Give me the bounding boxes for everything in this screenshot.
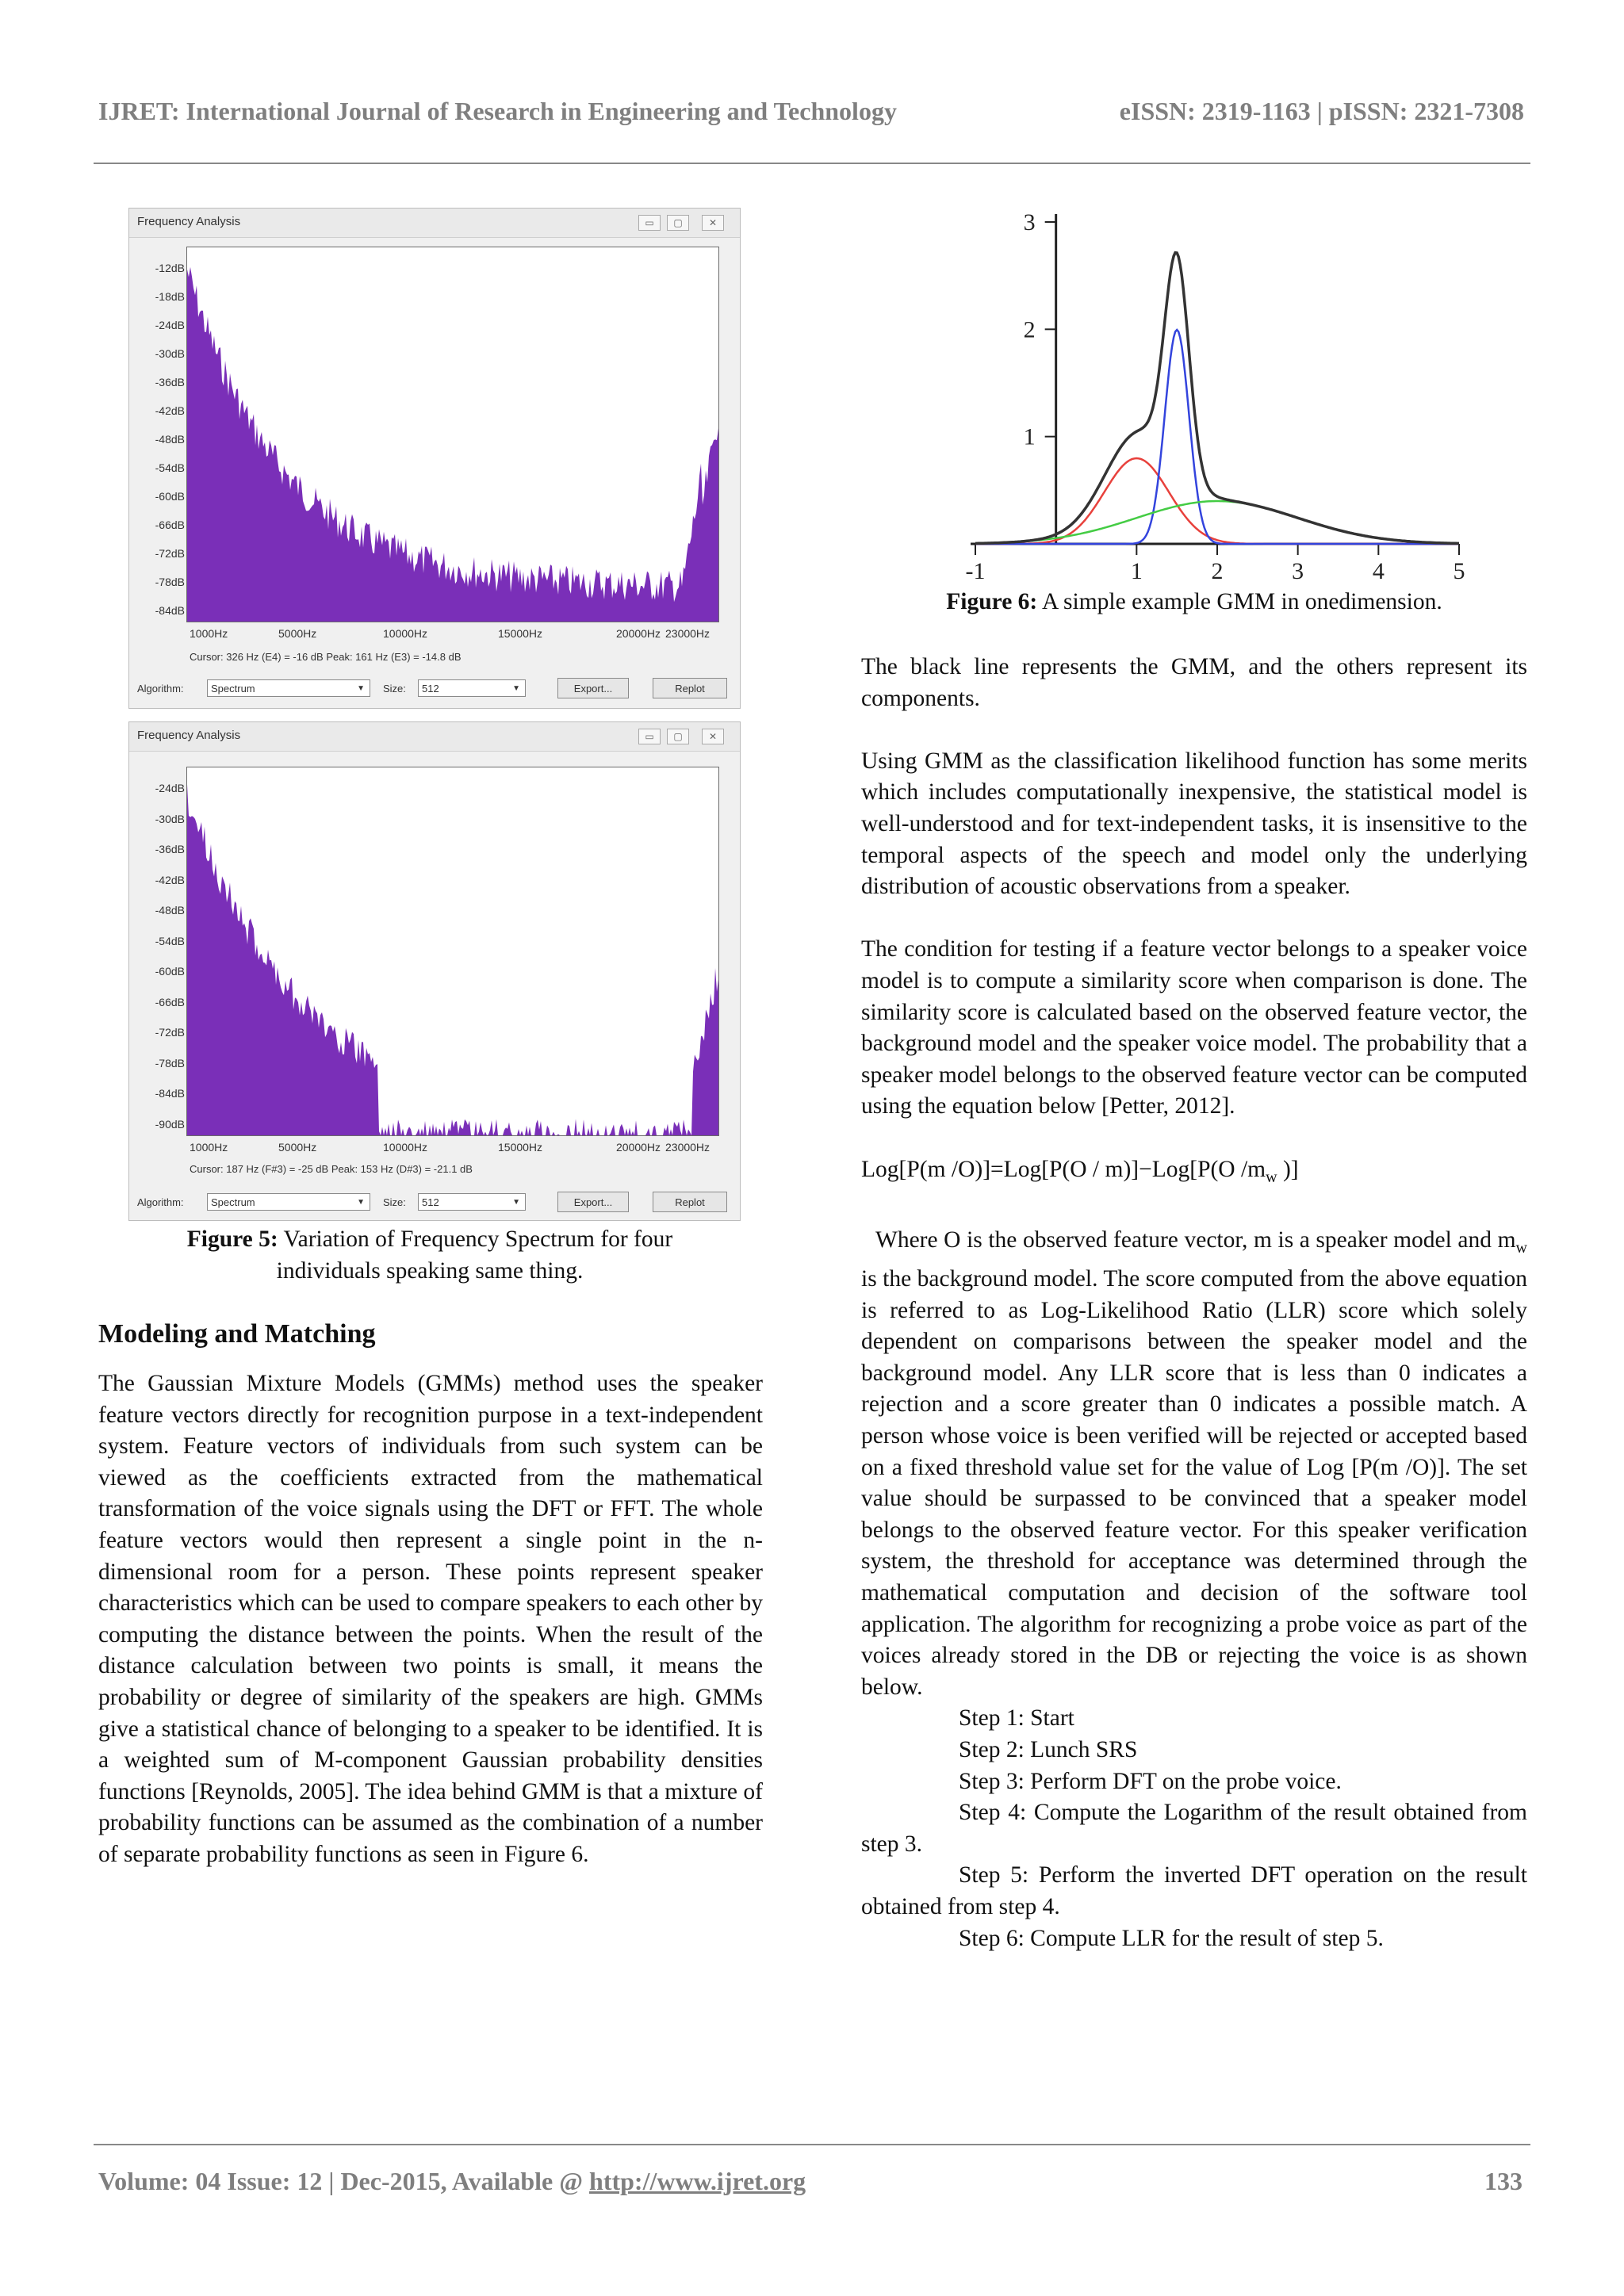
figure-6-text: A simple example GMM in onedimension. bbox=[1037, 589, 1442, 614]
y-tick-label: -60dB bbox=[155, 490, 185, 503]
algorithm-value: Spectrum bbox=[211, 683, 255, 695]
step-2: Step 2: Lunch SRS bbox=[959, 1736, 1138, 1762]
algorithm-select[interactable] bbox=[207, 1193, 370, 1211]
gmm-chart bbox=[920, 195, 1475, 591]
y-tick-label: -36dB bbox=[155, 843, 185, 856]
x-tick-label: 2 bbox=[1211, 558, 1224, 584]
footer-volume bbox=[98, 2167, 806, 2196]
y-tick-label: -42dB bbox=[155, 404, 185, 417]
y-tick-label: -90dB bbox=[155, 1118, 185, 1131]
y-tick-label: -78dB bbox=[155, 1056, 185, 1070]
step-5: Step 5: Perform the inverted DFT operation on the result obtained from step 4. bbox=[861, 1862, 1527, 1919]
x-tick-label: 1000Hz bbox=[190, 627, 228, 640]
replot-button[interactable]: Replot bbox=[653, 1192, 727, 1212]
left-column bbox=[98, 1368, 763, 1871]
size-select[interactable] bbox=[418, 1193, 526, 1211]
x-tick-label: 3 bbox=[1292, 558, 1304, 584]
size-value: 512 bbox=[422, 1196, 439, 1208]
chevron-down-icon: ▼ bbox=[512, 1198, 520, 1207]
x-tick-label: 10000Hz bbox=[383, 1141, 428, 1154]
x-tick-label: 5000Hz bbox=[278, 1141, 317, 1154]
close-icon[interactable]: ✕ bbox=[702, 215, 724, 231]
algorithm-label: Algorithm: bbox=[137, 1196, 184, 1208]
y-tick-label: -72dB bbox=[155, 547, 185, 560]
x-tick-label: 1000Hz bbox=[190, 1141, 228, 1154]
spectrum-plot bbox=[186, 247, 719, 622]
y-tick-label: -24dB bbox=[155, 319, 185, 331]
footer-link[interactable]: http://www.ijret.org bbox=[589, 2167, 806, 2195]
x-tick-label: 4 bbox=[1372, 558, 1385, 584]
x-tick-label: -1 bbox=[965, 558, 986, 584]
x-tick-label: 15000Hz bbox=[498, 1141, 543, 1154]
paragraph-testing-condition: The condition for testing if a feature vector belongs to a speaker voice model is to compute a similarity score when comparison is done. The similarity score is calculated based on the observed feature vector, the background model and the speaker voice model. The probability that a speaker model belongs to the observed feature vector can be computed using the equation below [Petter, 2012]. bbox=[861, 936, 1527, 1119]
footer-rule bbox=[94, 2144, 1530, 2145]
spectrum-area bbox=[187, 785, 718, 1135]
y-tick-label: -54dB bbox=[155, 461, 185, 474]
spectrum-graph bbox=[187, 247, 718, 622]
y-tick-label: -24dB bbox=[155, 782, 185, 794]
y-tick-label: -72dB bbox=[155, 1026, 185, 1039]
equation-end: )] bbox=[1277, 1156, 1299, 1182]
frequency-analysis-window-2 bbox=[128, 721, 741, 1221]
cursor-readout: Cursor: 326 Hz (E4) = -16 dB Peak: 161 Hz (E3) = -14.8 dB bbox=[190, 651, 462, 663]
x-tick-label: 5000Hz bbox=[278, 627, 317, 640]
llr-sub: w bbox=[1515, 1238, 1527, 1257]
llr-text-a: Where O is the observed feature vector, m is a speaker model and m bbox=[875, 1226, 1516, 1253]
minimize-icon[interactable]: ▭ bbox=[638, 729, 661, 744]
algorithm-label: Algorithm: bbox=[137, 683, 184, 695]
equation-main: Log[P(m /O)]=Log[P(O / m)]−Log[P(O /m bbox=[861, 1156, 1266, 1182]
export-button[interactable]: Export... bbox=[557, 678, 629, 698]
y-tick-label: 2 bbox=[1023, 316, 1036, 343]
minimize-icon[interactable]: ▭ bbox=[638, 215, 661, 231]
x-tick-label: 15000Hz bbox=[498, 627, 543, 640]
size-label: Size: bbox=[383, 683, 406, 695]
window-title: Frequency Analysis bbox=[137, 215, 241, 228]
window-title-bar bbox=[129, 722, 740, 752]
y-tick-label: -66dB bbox=[155, 995, 185, 1008]
chevron-down-icon: ▼ bbox=[357, 1198, 365, 1207]
y-tick-label: -30dB bbox=[155, 347, 185, 360]
right-column bbox=[861, 652, 1527, 1954]
figure-5-label: Figure 5: bbox=[186, 1226, 278, 1252]
close-icon[interactable]: ✕ bbox=[702, 729, 724, 744]
y-tick-label: -84dB bbox=[155, 604, 185, 617]
size-label: Size: bbox=[383, 1196, 406, 1208]
maximize-icon[interactable]: ▢ bbox=[667, 729, 689, 744]
spectrum-area bbox=[187, 267, 718, 622]
spectrum-graph bbox=[187, 767, 718, 1135]
y-tick-label: -12dB bbox=[155, 262, 185, 274]
y-tick-label: -42dB bbox=[155, 873, 185, 886]
figure-6-label: Figure 6: bbox=[946, 589, 1038, 614]
paragraph-gmm-merits: Using GMM as the classification likelihood function has some merits which includes computationally inexpensive, the statistical model is well-understood and for text-independent tasks, it is insensitive to the temporal aspects of the speech and model only the underlying distribution of acoustic observations from a speaker. bbox=[861, 748, 1527, 900]
y-tick-label: -54dB bbox=[155, 934, 185, 947]
x-tick-label: 20000Hz bbox=[616, 627, 661, 640]
window-title: Frequency Analysis bbox=[137, 729, 241, 742]
y-tick-label: -36dB bbox=[155, 376, 185, 388]
x-tick-label: 23000Hz bbox=[665, 1141, 710, 1154]
y-tick-label: -30dB bbox=[155, 812, 185, 825]
y-tick-label: -18dB bbox=[155, 290, 185, 303]
gmm-paragraph: The Gaussian Mixture Models (GMMs) method uses the speaker feature vectors directly for recognition purpose in a text-independent system. Feature vectors of individuals from such system can be viewed as the coefficients extracted from the mathematical transformation of the voice signals using the DFT or FFT. The whole feature vectors would then represent a single point in the n-dimensional room for a person. These points represent speaker characteristics which can be used to compare speakers to each other by computing the distance between the points. When the result of the distance calculation between two points is small, it means the probability or degree of similarity of the speakers are high. GMMs give a statistical chance of belonging to a speaker to be identified. It is a weighted sum of M-component Gaussian probability densities functions [Reynolds, 2005]. The idea behind GMM is that a mixture of probability functions can be assumed as the combination of a number of separate probability functions as seen in Figure 6. bbox=[98, 1371, 763, 1867]
footer-volume-text: Volume: 04 Issue: 12 | Dec-2015, Available @ bbox=[98, 2167, 584, 2195]
journal-title: IJRET: International Journal of Research in Engineering and Technology bbox=[98, 97, 897, 125]
y-tick-label: -48dB bbox=[155, 904, 185, 917]
y-tick-label: 3 bbox=[1023, 209, 1036, 235]
figure-5-text-line2: individuals speaking same thing. bbox=[276, 1257, 584, 1284]
export-button[interactable]: Export... bbox=[557, 1192, 629, 1212]
y-tick-label: 1 bbox=[1023, 423, 1036, 450]
y-tick-label: -78dB bbox=[155, 576, 185, 588]
section-heading: Modeling and Matching bbox=[98, 1319, 376, 1349]
cursor-readout: Cursor: 187 Hz (F#3) = -25 dB Peak: 153 Hz (D#3) = -21.1 dB bbox=[190, 1163, 473, 1175]
size-select[interactable] bbox=[418, 679, 526, 697]
series-GMM bbox=[975, 253, 1459, 544]
step-4: Step 4: Compute the Logarithm of the result obtained from step 3. bbox=[861, 1800, 1527, 1857]
step-6: Step 6: Compute LLR for the result of step 5. bbox=[959, 1925, 1384, 1951]
paragraph-gmm-lines: The black line represents the GMM, and the others represent its components. bbox=[861, 654, 1527, 711]
figure-5-text: Variation of Frequency Spectrum for four bbox=[278, 1226, 673, 1252]
window-title-bar bbox=[129, 209, 740, 238]
y-tick-label: -48dB bbox=[155, 433, 185, 446]
spectrum-plot bbox=[186, 767, 719, 1136]
y-tick-label: -66dB bbox=[155, 519, 185, 531]
llr-text-b: is the background model. The score computed from the above equation is referred to as Log-Likelihood Ratio (LLR) score which solely dependent on comparisons between the speaker model and the background model. Any LLR score that is less than 0 indicates a rejection and a score greater than 0 indicates a possible match. A person whose voice is been verified will be rejected or accepted based on a fixed threshold value set for the value of Log [P(m /O)]. The set value should be surpassed to be convinced that a speaker model belongs to the observed feature vector. For this speaker verification system, the threshold for acceptance was determined through the mathematical computation and decision of the software tool application. The algorithm for recognizing a probe voice as part of the voices already stored in the DB or rejecting the voice is as shown below. bbox=[861, 1266, 1527, 1700]
size-value: 512 bbox=[422, 683, 439, 695]
chevron-down-icon: ▼ bbox=[357, 684, 365, 693]
equation-sub: w bbox=[1266, 1168, 1277, 1186]
equation bbox=[861, 1154, 1527, 1193]
y-tick-label: -60dB bbox=[155, 965, 185, 978]
x-tick-label: 5 bbox=[1453, 558, 1465, 584]
frequency-analysis-window-1 bbox=[128, 208, 741, 709]
maximize-icon[interactable]: ▢ bbox=[667, 215, 689, 231]
paragraph-llr bbox=[861, 1225, 1527, 1704]
page-number: 133 bbox=[1484, 2167, 1522, 2195]
y-tick-label: -84dB bbox=[155, 1087, 185, 1100]
x-tick-label: 1 bbox=[1130, 558, 1143, 584]
x-tick-label: 20000Hz bbox=[616, 1141, 661, 1154]
x-tick-label: 23000Hz bbox=[665, 627, 710, 640]
chevron-down-icon: ▼ bbox=[512, 684, 520, 693]
step-1: Step 1: Start bbox=[959, 1705, 1074, 1732]
algorithm-select[interactable] bbox=[207, 679, 370, 697]
algorithm-value: Spectrum bbox=[211, 1196, 255, 1208]
header-rule bbox=[94, 163, 1530, 164]
issn: eISSN: 2319-1163 | pISSN: 2321-7308 bbox=[1119, 97, 1524, 125]
x-tick-label: 10000Hz bbox=[383, 627, 428, 640]
step-3: Step 3: Perform DFT on the probe voice. bbox=[959, 1768, 1342, 1794]
figure-5-caption bbox=[98, 1224, 761, 1287]
replot-button[interactable]: Replot bbox=[653, 678, 727, 698]
figure-6-caption bbox=[861, 587, 1527, 618]
